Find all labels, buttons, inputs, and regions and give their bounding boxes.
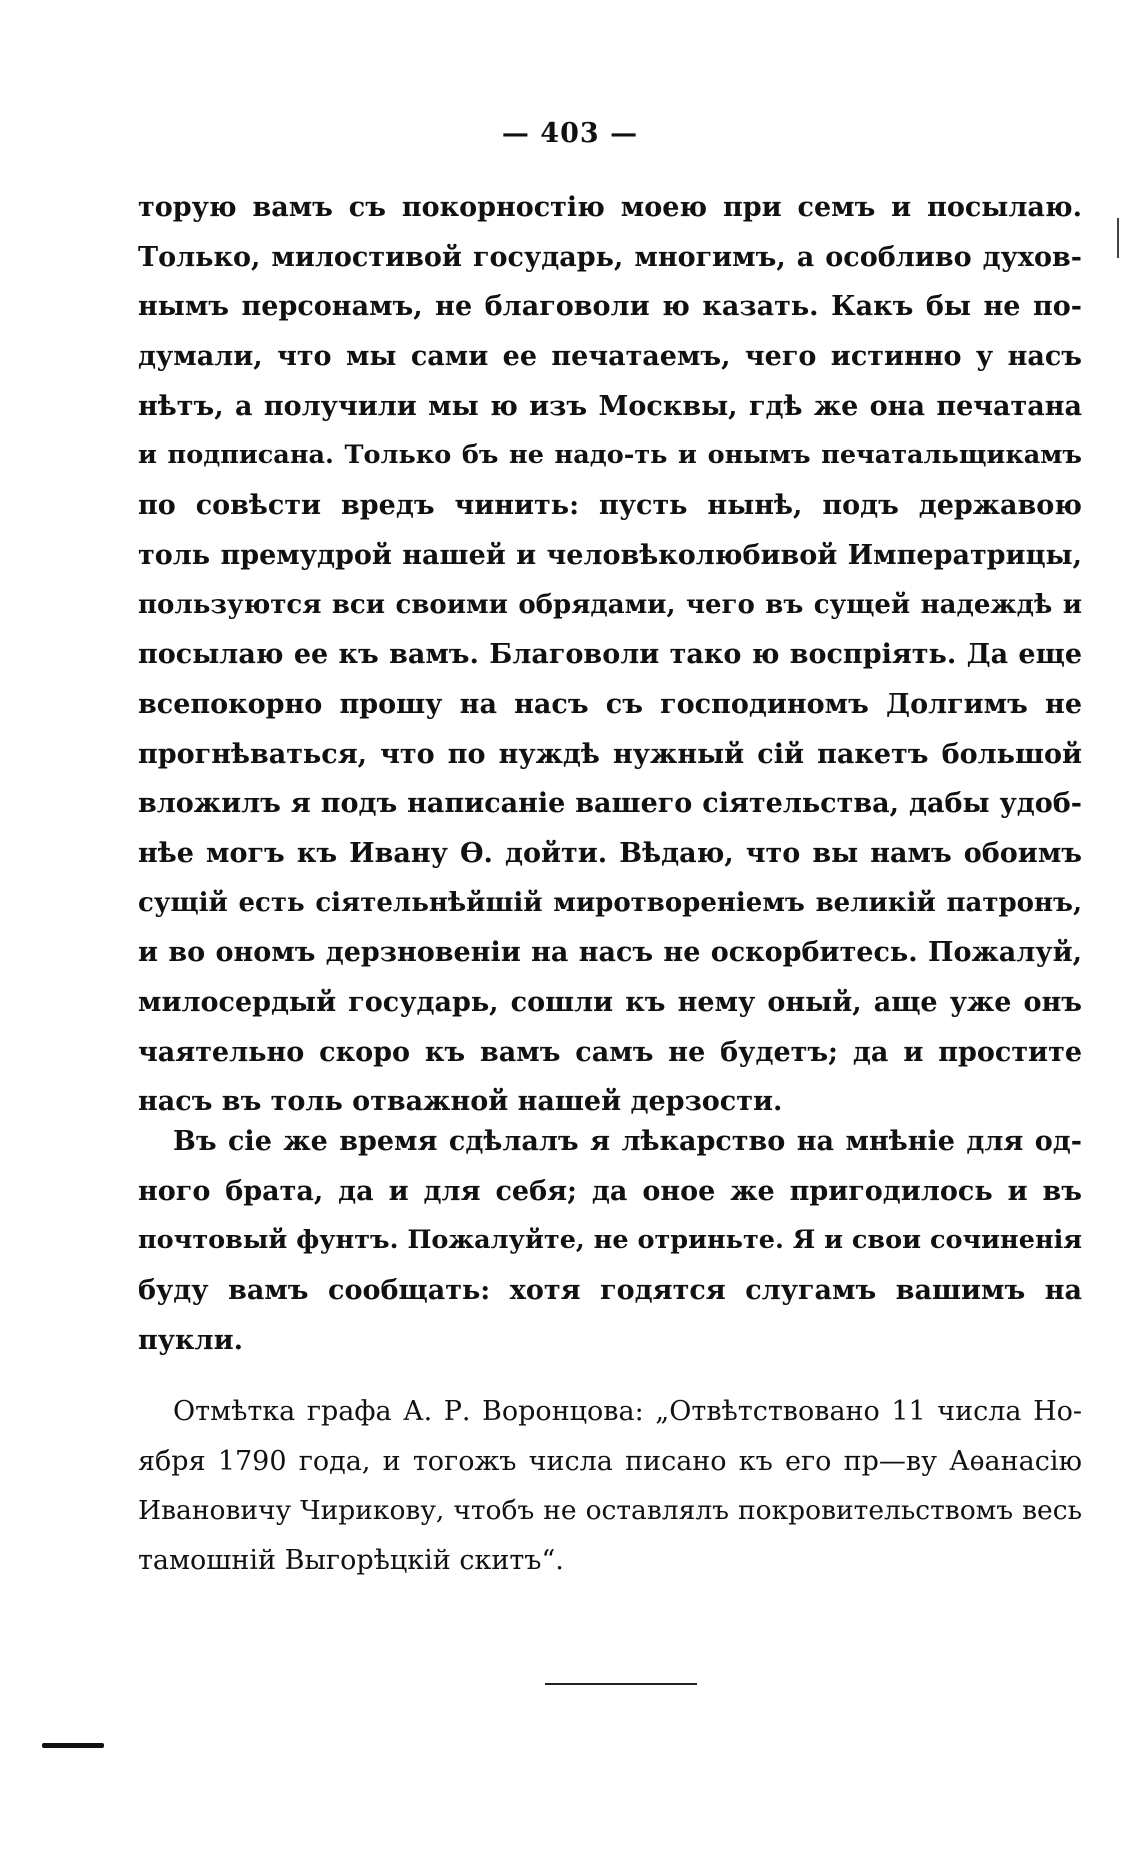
- text-line: и подписана. Только бъ не надо-ть и онымъ печатальщикамъ: [138, 440, 1082, 471]
- text-line: толь премудрой нашей и человѣколюбивой Императрицы,: [138, 539, 1082, 571]
- text-line: нѣтъ, а получили мы ю изъ Москвы, гдѣ же она печатана: [138, 390, 1082, 422]
- text-line: прогнѣваться, что по нуждѣ нужный сій пакетъ большой: [138, 738, 1082, 770]
- text-line: пукли.: [138, 1324, 244, 1356]
- text-line: насъ въ толь отважной нашей дерзости.: [138, 1086, 783, 1118]
- page-edge-mark: [42, 1743, 104, 1748]
- text-line: ного брата, да и для себя; да оное же пригодилось и въ: [138, 1175, 1082, 1207]
- section-end-rule: [545, 1683, 697, 1685]
- main-paragraph: [138, 183, 1082, 1127]
- text-line: буду вамъ сообщать: хотя годятся слугамъ вашимъ на: [138, 1275, 1082, 1307]
- text-line: Ивановичу Чирикову, чтобъ не оставлялъ покровительствомъ весь: [138, 1495, 1082, 1527]
- page-number: — 403 —: [501, 118, 639, 149]
- text-line: Отмѣтка графа А. Р. Воронцова: „Отвѣтствовано 11 числа Но-: [173, 1396, 1082, 1427]
- margin-tick-mark: [1117, 218, 1119, 258]
- text-line: торую вамъ съ покорностію моею при семъ и посылаю.: [138, 192, 1082, 223]
- text-line: всепокорно прошу на насъ съ господиномъ Долгимъ не: [138, 688, 1082, 720]
- text-line: тамошній Выгорѣцкій скитъ“.: [138, 1545, 564, 1577]
- text-line: ября 1790 года, и тогожъ числа писано къ его пр—ву Аѳанасію: [138, 1445, 1082, 1477]
- text-line: нѣе могъ къ Ивану Ѳ. дойти. Вѣдаю, что вы намъ обоимъ: [138, 837, 1082, 869]
- second-paragraph: [138, 1117, 1082, 1365]
- text-line: чаятельно скоро къ вамъ самъ не будетъ; да и простите: [138, 1036, 1082, 1068]
- text-line: почтовый фунтъ. Пожалуйте, не отриньте. Я и свои сочиненія: [138, 1225, 1083, 1256]
- text-line: пользуются вси своими обрядами, чего въ сущей надеждѣ и: [138, 589, 1082, 620]
- text-line: нымъ персонамъ, не благоволи ю казать. Какъ бы не по-: [138, 291, 1082, 323]
- text-line: по совѣсти вредъ чинить: пусть нынѣ, подъ державою: [138, 490, 1082, 522]
- text-line: Только, милостивой государь, многимъ, а особливо духов-: [138, 241, 1082, 273]
- editor-note-paragraph: [138, 1387, 1082, 1586]
- text-line: вложилъ я подъ написаніе вашего сіятельства, дабы удоб-: [138, 788, 1082, 820]
- text-line: думали, что мы сами ее печатаемъ, чего истинно у насъ: [138, 341, 1082, 373]
- text-line: посылаю ее къ вамъ. Благоволи тако ю воспріять. Да еще: [138, 639, 1082, 671]
- text-line: и во ономъ дерзновеніи на насъ не оскорбитесь. Пожалуй,: [138, 937, 1082, 969]
- text-line: милосердый государь, сошли къ нему оный, аще уже онъ: [138, 987, 1082, 1018]
- text-line: Въ сіе же время сдѣлалъ я лѣкарство на мнѣніе для од-: [173, 1126, 1082, 1157]
- text-line: сущій есть сіятельнѣйшій миротвореніемъ великій патронъ,: [138, 887, 1082, 918]
